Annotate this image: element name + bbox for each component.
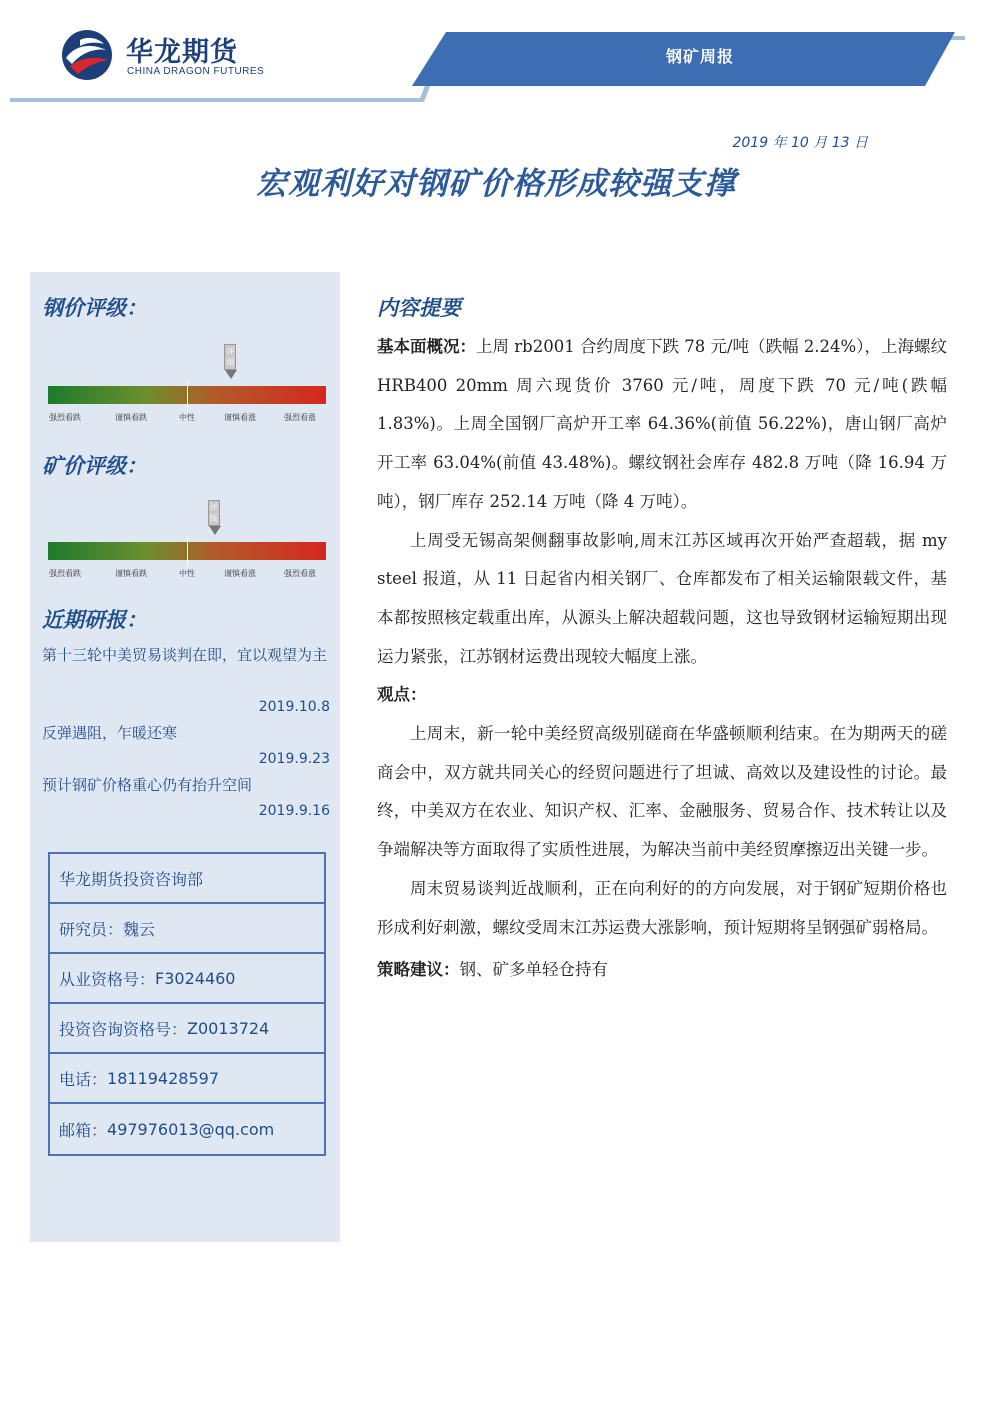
analyst-name: 魏云: [123, 919, 156, 939]
scale-label-neutral: 中性: [179, 413, 195, 422]
email-label: 邮箱：: [59, 1120, 108, 1140]
analyst-label: 研究员：: [59, 919, 124, 939]
scale-label-strong-bear: 强烈看跌: [49, 569, 81, 578]
scale-label-bull: 谨慎看涨: [224, 569, 256, 578]
ore-rating-heading: 矿价评级：: [42, 454, 147, 478]
scale-label-strong-bull: 强烈看涨: [284, 569, 316, 578]
down-arrow-icon: [225, 370, 237, 379]
contact-analyst: [50, 904, 324, 954]
rating-scale-labels: [48, 568, 326, 580]
scale-label-bull: 谨慎看涨: [224, 413, 256, 422]
dept-name: 华龙期货投资咨询部: [59, 869, 204, 889]
phone-label: 电话：: [59, 1069, 108, 1089]
basics-label: 基本面概况：: [377, 337, 477, 356]
dragon-logo-icon: [60, 28, 114, 82]
contact-email: [50, 1104, 324, 1154]
rating-marker: [224, 344, 238, 379]
report-title: 宏观利好对钢矿价格形成较强支撑: [256, 166, 736, 202]
ore-rating-scale: [48, 500, 326, 580]
steel-rating-scale: [48, 344, 326, 424]
scale-label-strong-bull: 强烈看涨: [284, 413, 316, 422]
paragraph: 周末贸易谈判近战顺利，正在向利好的的方向发展，对于钢矿短期价格也形成利好刺激，螺纹受周末江苏运费大涨影响，预计短期将呈钢强矿弱格局。: [377, 878, 947, 937]
view-label: 观点：: [377, 685, 427, 705]
recent-report-link[interactable]: 第十三轮中美贸易谈判在即，宜以观望为主: [42, 646, 328, 664]
basics-text: 上周 rb2001 合约周度下跌 78 元/吨（跌幅 2.24%），上海螺纹 HRB400 20mm 周六现货价 3760 元/吨，周度下跌 70 元/吨(跌幅 1.83%)。上周全国钢厂高炉开工率 64.36%(前值 56.22%)，唐山钢厂高炉开工率 63.04%(前值 43.48%)。螺纹钢社会库存 482.8 万吨（降 16.94 万吨），钢厂库存 252.14 万吨（降 4 万吨）。: [377, 337, 948, 511]
paragraph: 上周受无锡高架侧翻事故影响,周末江苏区域再次开始严查超载，据 my steel 报道，从 11 日起省内相关钢厂、仓库都发布了相关运输限载文件，基本都按照核定载重出库，从源头上解决超载问题，这也导致钢材运输短期出现运力紧张，江苏钢材运费出现较大幅度上涨。: [377, 530, 947, 666]
rating-scale-labels: [48, 412, 326, 424]
phone-number: 18119428597: [107, 1068, 219, 1088]
scale-label-neutral: 中性: [179, 569, 195, 578]
scale-label-bear: 谨慎看跌: [115, 413, 147, 422]
contact-qualification: [50, 954, 324, 1004]
basics-paragraph: [377, 328, 947, 522]
sidebar: [30, 272, 340, 1242]
company-name-en: CHINA DRAGON FUTURES: [127, 66, 265, 77]
down-arrow-icon: [209, 526, 221, 535]
strategy-text: 钢、矿多单轻仓持有: [459, 960, 608, 980]
contact-box: [48, 852, 326, 1156]
recent-report-date: 2019.9.16: [258, 803, 330, 819]
consult-label: 投资咨询资格号：: [59, 1019, 188, 1039]
recent-report-link[interactable]: 反弹遇阻，乍暖还寒: [42, 724, 178, 742]
company-logo: [60, 26, 265, 86]
contact-dept: [50, 854, 324, 904]
scale-label-strong-bear: 强烈看跌: [49, 413, 81, 422]
summary-body: [377, 328, 947, 990]
company-name-cn: 华龙期货: [126, 37, 238, 68]
scale-label-bear: 谨慎看跌: [115, 569, 147, 578]
summary-heading: 内容提要: [377, 296, 461, 320]
rating-marker-label: 评级: [208, 500, 220, 526]
strategy-label: 策略建议：: [377, 960, 460, 980]
report-date: 2019 年 10 月 13 日: [732, 135, 868, 151]
qualification-number: F3024460: [155, 968, 236, 988]
email-address[interactable]: 497976013@qq.com: [107, 1119, 275, 1139]
contact-consult-qualification: [50, 1004, 324, 1054]
recent-report-date: 2019.10.8: [258, 699, 330, 715]
contact-phone: [50, 1054, 324, 1104]
recent-reports-heading: 近期研报：: [42, 608, 147, 632]
recent-report-date: 2019.9.23: [258, 751, 330, 767]
report-type-label: 钢矿周报: [665, 47, 734, 66]
strategy-paragraph: [377, 951, 947, 990]
rating-marker-label: 评级: [224, 344, 236, 370]
qualification-label: 从业资格号：: [59, 969, 156, 989]
steel-rating-heading: 钢价评级：: [42, 296, 147, 320]
consult-number: Z0013724: [187, 1018, 270, 1038]
rating-marker: [208, 500, 222, 535]
paragraph: 上周末，新一轮中美经贸高级别磋商在华盛顿顺利结束。在为期两天的磋商会中，双方就共同关心的经贸问题进行了坦诚、高效以及建设性的讨论。最终，中美双方在农业、知识产权、汇率、金融服务、贸易合作、技术转让以及争端解决等方面取得了实质性进展，为解决当前中美经贸摩擦迈出关键一步。: [377, 724, 947, 860]
recent-reports-list: [42, 642, 332, 822]
recent-report-link[interactable]: 预计钢矿价格重心仍有抬升空间: [42, 776, 253, 794]
rating-divider: [187, 380, 188, 410]
rating-divider: [187, 536, 188, 566]
